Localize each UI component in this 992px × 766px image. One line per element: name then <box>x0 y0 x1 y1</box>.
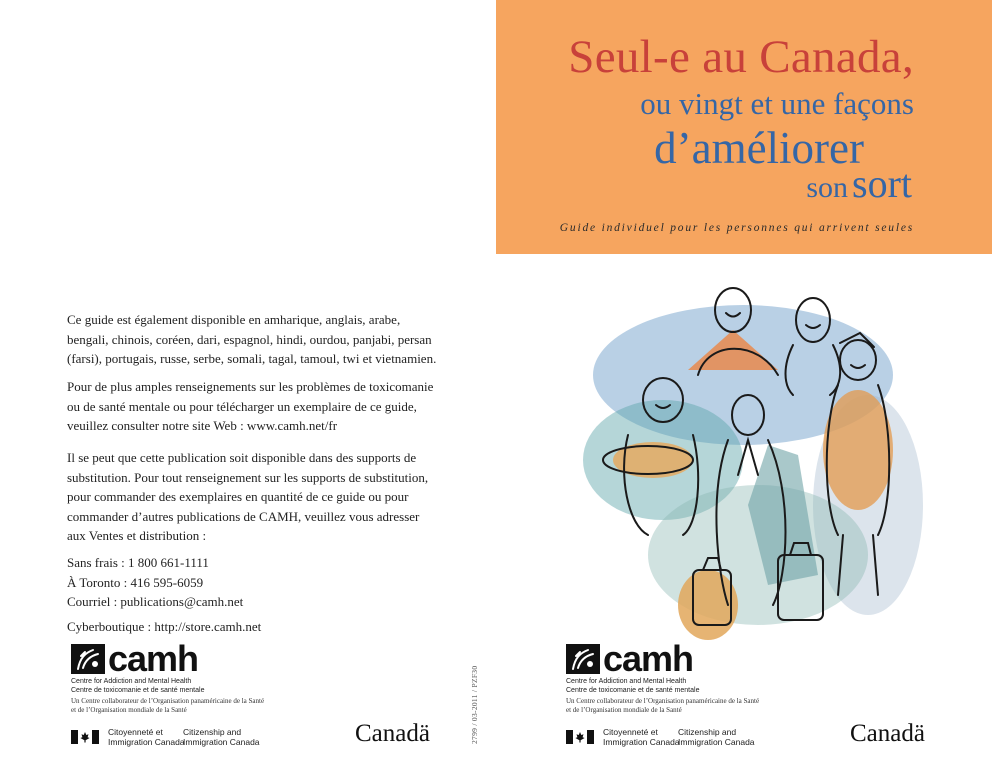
camh-collab-note: Un Centre collaborateur de l’Organisation panaméricaine de la Santé et de l’Organisation mondiale de la Santé <box>566 697 760 714</box>
government-block <box>71 720 451 750</box>
camh-logo <box>71 638 331 714</box>
camh-name-en: Centre for Addiction and Mental Health <box>71 678 192 685</box>
title-line-1: Seul-e au Canada, <box>568 31 914 83</box>
canada-flag-icon <box>71 730 99 744</box>
title-line-3: d’améliorer <box>654 123 864 173</box>
camh-collab-note: Un Centre collaborateur de l’Organisation panaméricaine de la Santé et de l’Organisation mondiale de la Santé <box>71 697 265 714</box>
canada-wordmark: Canadä <box>850 720 925 747</box>
camh-logo-icon <box>71 644 105 674</box>
title-line-2: ou vingt et une façons <box>640 86 914 121</box>
camh-logo-icon <box>566 644 600 674</box>
people-illustration <box>568 275 928 655</box>
camh-name-fr: Centre de toxicomanie et de santé mentale <box>566 687 700 694</box>
toronto-phone: À Toronto : 416 595-6059 <box>67 574 204 590</box>
camh-wordmark: camh <box>603 638 694 679</box>
camh-name-en: Centre for Addiction and Mental Health <box>566 678 687 685</box>
camh-name-fr: Centre de toxicomanie et de santé mentale <box>71 687 205 694</box>
front-cover <box>496 0 992 766</box>
camh-wordmark: camh <box>108 638 199 679</box>
contact-block <box>67 553 243 612</box>
department-en: Citizenship and Immigration Canada <box>678 727 755 747</box>
publication-code: 2799 / 03-2011 / PZF30 <box>470 665 479 744</box>
camh-logo-front <box>566 638 826 714</box>
online-store-link[interactable]: Cyberboutique : http://store.camh.net <box>67 619 262 634</box>
ordering-paragraph: Il se peut que cette publication soit disponible dans des supports de substitution. Pour tout renseignement sur les supports de substitution, pour commander des exemplaires en quantité de ce guide ou pour commander d’autres publications de CAMH, veuillez vous adresser aux Ventes et distribution : <box>67 450 429 543</box>
title-block <box>496 0 992 254</box>
info-paragraph: Pour de plus amples renseignements sur les problèmes de toxicomanie ou de santé mentale ou pour télécharger un exemplaire de ce guide, veuillez consulter notre site Web : www.camh.net/fr <box>67 379 434 433</box>
cover-subtitle: Guide individuel pour les personnes qui arrivent seules <box>559 222 914 234</box>
title-line-4: son sort <box>806 161 912 206</box>
department-en: Citizenship and Immigration Canada <box>183 727 260 747</box>
department-fr: Citoyenneté et Immigration Canada <box>108 727 185 747</box>
contact-email[interactable]: Courriel : publications@camh.net <box>67 594 244 609</box>
department-fr: Citoyenneté et Immigration Canada <box>603 727 680 747</box>
canada-wordmark: Canadä <box>355 720 430 747</box>
government-block-front <box>566 720 946 750</box>
toll-free-phone: Sans frais : 1 800 661-1111 <box>67 555 209 570</box>
canada-flag-icon <box>566 730 594 744</box>
languages-paragraph: Ce guide est également disponible en amharique, anglais, arabe, bengali, chinois, coréen, dari, espagnol, hindi, ourdou, panjabi, persan (farsi), portugais, russe, serbe, somali, tagal, tamoul, twi et vietnamien. <box>67 312 437 366</box>
